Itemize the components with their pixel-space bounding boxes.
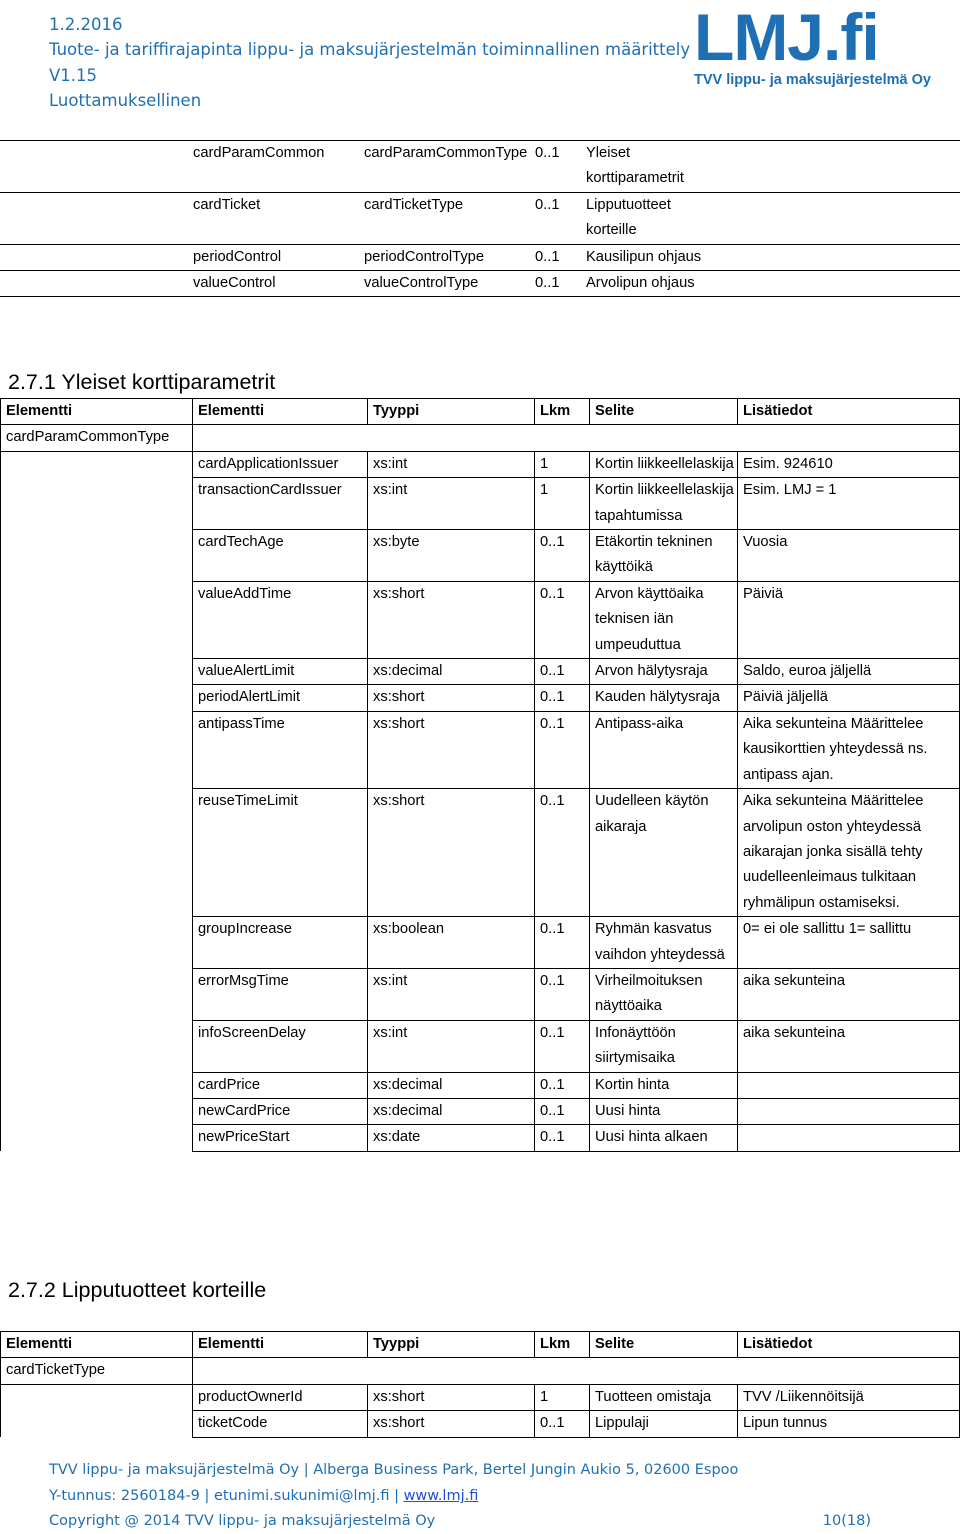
table-row <box>1 659 960 685</box>
blank-cell <box>193 425 960 451</box>
description-cell: Kausilipun ohjaus <box>581 244 720 270</box>
details-cell: Päiviä jäljellä <box>738 685 960 711</box>
element-cell: periodControl <box>188 244 359 270</box>
blank-cell <box>0 192 188 244</box>
element-cell: ticketCode <box>193 1411 368 1437</box>
blank-cell <box>720 141 960 193</box>
details-cell: Saldo, euroa jäljellä <box>738 659 960 685</box>
description-cell: Uusi hinta alkaen <box>590 1125 738 1151</box>
type-cell: xs:short <box>368 685 535 711</box>
parent-type-row <box>1 1358 960 1384</box>
continuation-table <box>0 140 960 297</box>
element-cell: transactionCardIssuer <box>193 478 368 530</box>
blank-cell <box>0 271 188 297</box>
type-cell: xs:int <box>368 968 535 1020</box>
blank-cell <box>1 451 193 477</box>
blank-cell <box>0 141 188 193</box>
blank-cell <box>1 659 193 685</box>
blank-cell <box>1 1125 193 1151</box>
count-cell: 0..1 <box>535 1125 590 1151</box>
blank-cell <box>193 1358 960 1384</box>
description-cell: Etäkortin tekninen käyttöikä <box>590 530 738 582</box>
blank-cell <box>0 244 188 270</box>
description-cell: Ryhmän kasvatus vaihdon yhteydessä <box>590 917 738 969</box>
blank-cell <box>1 478 193 530</box>
count-cell: 0..1 <box>535 581 590 658</box>
table-row <box>0 192 960 244</box>
table-row <box>1 1098 960 1124</box>
element-cell: infoScreenDelay <box>193 1020 368 1072</box>
description-cell: Lippulaji <box>590 1411 738 1437</box>
table-row <box>0 141 960 193</box>
description-cell: Kortin hinta <box>590 1072 738 1098</box>
element-cell: valueAddTime <box>193 581 368 658</box>
table-row <box>1 478 960 530</box>
blank-cell <box>720 271 960 297</box>
description-cell: Antipass-aika <box>590 711 738 788</box>
count-cell: 0..1 <box>535 1411 590 1437</box>
count-cell: 0..1 <box>530 192 581 244</box>
table-row <box>0 244 960 270</box>
type-cell: xs:date <box>368 1125 535 1151</box>
description-cell: Uudelleen käytön aikaraja <box>590 789 738 917</box>
blank-cell <box>1 530 193 582</box>
type-cell: xs:decimal <box>368 1098 535 1124</box>
details-cell: aika sekunteina <box>738 1020 960 1072</box>
doc-version: V1.15 <box>49 65 98 85</box>
details-cell <box>738 1098 960 1124</box>
element-cell: cardTicket <box>188 192 359 244</box>
doc-date: 1.2.2016 <box>49 15 123 34</box>
blank-cell <box>720 244 960 270</box>
description-cell: Yleiset korttiparametrit <box>581 141 720 193</box>
element-cell: periodAlertLimit <box>193 685 368 711</box>
description-cell: Arvon hälytysraja <box>590 659 738 685</box>
blank-cell <box>1 581 193 658</box>
parent-type-row <box>1 425 960 451</box>
footer-copyright: Copyright @ 2014 TVV lippu- ja maksujärjestelmä Oy <box>49 1513 436 1529</box>
column-header: Lkm <box>535 399 590 425</box>
blank-cell <box>1 711 193 788</box>
type-cell: xs:short <box>368 789 535 917</box>
count-cell: 0..1 <box>535 711 590 788</box>
table-row <box>1 1384 960 1410</box>
table-row <box>1 530 960 582</box>
element-cell: newCardPrice <box>193 1098 368 1124</box>
type-cell: periodControlType <box>359 244 530 270</box>
blank-cell <box>1 685 193 711</box>
details-cell <box>738 1072 960 1098</box>
table-row <box>1 581 960 658</box>
column-header: Selite <box>590 1332 738 1358</box>
type-cell: valueControlType <box>359 271 530 297</box>
parent-type-cell: cardTicketType <box>1 1358 193 1384</box>
lmj-logo <box>694 0 931 96</box>
table-row <box>1 1020 960 1072</box>
details-cell <box>738 1125 960 1151</box>
element-cell: newPriceStart <box>193 1125 368 1151</box>
element-cell: valueControl <box>188 271 359 297</box>
element-cell: productOwnerId <box>193 1384 368 1410</box>
footer-contact <box>49 1488 478 1504</box>
type-cell: xs:decimal <box>368 659 535 685</box>
element-cell: cardApplicationIssuer <box>193 451 368 477</box>
description-cell: Arvolipun ohjaus <box>581 271 720 297</box>
type-cell: xs:boolean <box>368 917 535 969</box>
description-cell: Kauden hälytysraja <box>590 685 738 711</box>
type-cell: xs:int <box>368 1020 535 1072</box>
footer-address: TVV lippu- ja maksujärjestelmä Oy | Alberga Business Park, Bertel Jungin Aukio 5, 02600 Espoo <box>49 1462 739 1478</box>
table-row <box>1 1125 960 1151</box>
description-cell: Lipputuotteet korteille <box>581 192 720 244</box>
table-row <box>1 685 960 711</box>
type-cell: cardTicketType <box>359 192 530 244</box>
page-number: 10(18) <box>822 1513 871 1529</box>
column-header: Elementti <box>193 1332 368 1358</box>
description-cell: Uusi hinta <box>590 1098 738 1124</box>
blank-cell <box>1 789 193 917</box>
details-cell: Lipun tunnus <box>738 1411 960 1437</box>
count-cell: 0..1 <box>535 659 590 685</box>
column-header: Lkm <box>535 1332 590 1358</box>
table-row <box>1 917 960 969</box>
footer-contact-text: Y-tunnus: 2560184-9 | etunimi.sukunimi@lmj.fi | <box>49 1488 399 1504</box>
column-header: Selite <box>590 399 738 425</box>
details-cell: Päiviä <box>738 581 960 658</box>
footer-copyright-line <box>49 1513 917 1529</box>
column-header: Elementti <box>1 1332 193 1358</box>
count-cell: 0..1 <box>530 244 581 270</box>
type-cell: xs:decimal <box>368 1072 535 1098</box>
section-heading-2: 2.7.2 Lipputuotteet korteille <box>8 1278 267 1302</box>
table-row <box>1 1411 960 1437</box>
column-header: Tyyppi <box>368 1332 535 1358</box>
count-cell: 0..1 <box>535 1072 590 1098</box>
count-cell: 1 <box>535 451 590 477</box>
count-cell: 0..1 <box>530 141 581 193</box>
description-cell: Infonäyttöön siirtymisaika <box>590 1020 738 1072</box>
header-row <box>1 399 960 425</box>
parent-type-cell: cardParamCommonType <box>1 425 193 451</box>
element-cell: cardPrice <box>193 1072 368 1098</box>
type-cell: xs:short <box>368 1411 535 1437</box>
description-cell: Virheilmoituksen näyttöaika <box>590 968 738 1020</box>
table-row <box>1 968 960 1020</box>
details-cell: 0= ei ole sallittu 1= sallittu <box>738 917 960 969</box>
element-cell: errorMsgTime <box>193 968 368 1020</box>
card-ticket-table <box>0 1331 960 1438</box>
logo-subtitle: TVV lippu- ja maksujärjestelmä Oy <box>694 72 931 88</box>
element-cell: antipassTime <box>193 711 368 788</box>
count-cell: 0..1 <box>535 968 590 1020</box>
type-cell: xs:int <box>368 451 535 477</box>
count-cell: 1 <box>535 1384 590 1410</box>
element-cell: cardTechAge <box>193 530 368 582</box>
table-row <box>1 451 960 477</box>
type-cell: xs:short <box>368 711 535 788</box>
table-row <box>1 789 960 917</box>
blank-cell <box>1 917 193 969</box>
doc-classification: Luottamuksellinen <box>49 90 202 110</box>
count-cell: 0..1 <box>535 685 590 711</box>
header-row <box>1 1332 960 1358</box>
type-cell: xs:int <box>368 478 535 530</box>
details-cell: aika sekunteina <box>738 968 960 1020</box>
details-cell: Aika sekunteina Määrittelee arvolipun oston yhteydessä aikarajan jonka sisällä tehty uudelleenleimaus tulkitaan ryhmälipun ostamiseksi. <box>738 789 960 917</box>
count-cell: 0..1 <box>530 271 581 297</box>
description-cell: Arvon käyttöaika teknisen iän umpeuduttua <box>590 581 738 658</box>
description-cell: Kortin liikkeellelaskija <box>590 451 738 477</box>
column-header: Tyyppi <box>368 399 535 425</box>
blank-cell <box>1 1411 193 1437</box>
table-row <box>1 1072 960 1098</box>
type-cell: xs:short <box>368 581 535 658</box>
table-row <box>1 711 960 788</box>
count-cell: 0..1 <box>535 1098 590 1124</box>
details-cell: Esim. 924610 <box>738 451 960 477</box>
column-header: Elementti <box>193 399 368 425</box>
document-header <box>49 12 690 113</box>
element-cell: valueAlertLimit <box>193 659 368 685</box>
type-cell: xs:short <box>368 1384 535 1410</box>
type-cell: cardParamCommonType <box>359 141 530 193</box>
blank-cell <box>1 968 193 1020</box>
details-cell: Aika sekunteina Määrittelee kausikorttien yhteydessä ns. antipass ajan. <box>738 711 960 788</box>
details-cell: Vuosia <box>738 530 960 582</box>
column-header: Lisätiedot <box>738 399 960 425</box>
blank-cell <box>1 1098 193 1124</box>
element-cell: cardParamCommon <box>188 141 359 193</box>
description-cell: Kortin liikkeellelaskija tapahtumissa <box>590 478 738 530</box>
table-row <box>0 271 960 297</box>
footer-website-link[interactable]: www.lmj.fi <box>403 1488 479 1504</box>
card-param-common-table <box>0 398 960 1152</box>
count-cell: 0..1 <box>535 789 590 917</box>
section-heading-1: 2.7.1 Yleiset korttiparametrit <box>8 370 276 394</box>
type-cell: xs:byte <box>368 530 535 582</box>
column-header: Lisätiedot <box>738 1332 960 1358</box>
count-cell: 0..1 <box>535 1020 590 1072</box>
blank-cell <box>1 1020 193 1072</box>
logo-text: LMJ.fi <box>694 0 879 74</box>
count-cell: 1 <box>535 478 590 530</box>
details-cell: Esim. LMJ = 1 <box>738 478 960 530</box>
count-cell: 0..1 <box>535 530 590 582</box>
count-cell: 0..1 <box>535 917 590 969</box>
doc-title: Tuote- ja tariffirajapinta lippu- ja maksujärjestelmän toiminnallinen määrittely <box>49 40 691 60</box>
blank-cell <box>1 1072 193 1098</box>
blank-cell <box>1 1384 193 1410</box>
column-header: Elementti <box>1 399 193 425</box>
description-cell: Tuotteen omistaja <box>590 1384 738 1410</box>
details-cell: TVV /Liikennöitsijä <box>738 1384 960 1410</box>
element-cell: reuseTimeLimit <box>193 789 368 917</box>
element-cell: groupIncrease <box>193 917 368 969</box>
blank-cell <box>720 192 960 244</box>
